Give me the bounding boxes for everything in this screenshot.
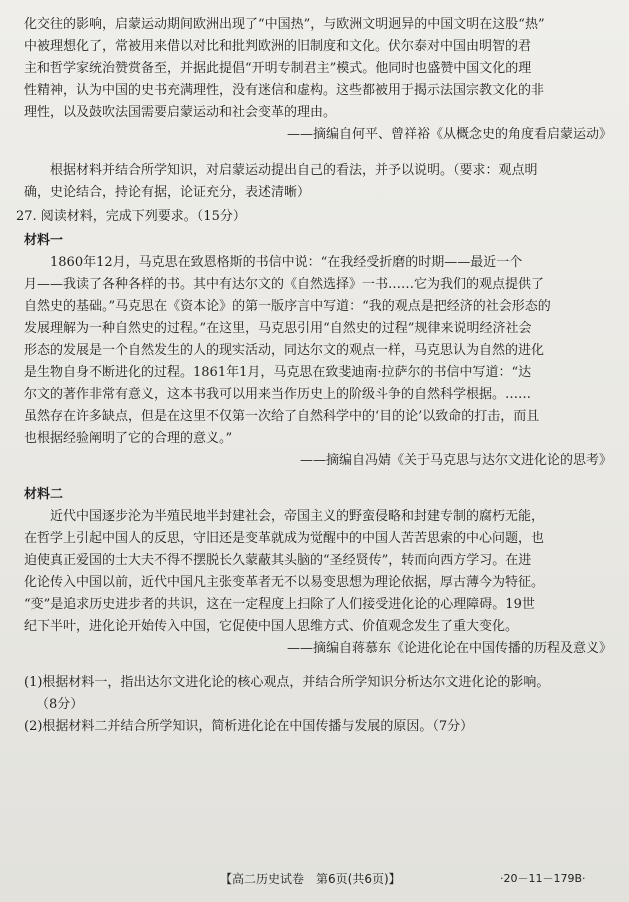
text-line: 自然史的基础。”马克思在《资本论》的第一版序言中写道：“我的观点是把经济的社会形态的 (24, 299, 551, 314)
source-citation: ——摘编自何平、曾祥裕《从概念史的角度看启蒙运动》 (286, 127, 612, 142)
text-line: 1860年12月，马克思在致恩格斯的书信中说：“在我经受折磨的时期——最近一个 (50, 255, 523, 270)
text-line: 也根据经验阐明了它的合理的意义。” (24, 431, 233, 446)
text-line: 在哲学上引起中国人的反思，守旧还是变革就成为觉醒中的中国人苦苦思索的中心问题，也 (24, 531, 545, 546)
text-line: 根据材料并结合所学知识，对启蒙运动提出自己的看法，并予以说明。（要求：观点明 (50, 163, 538, 178)
text-line: 形态的发展是一个自然发生的人的现实活动，同达尔文的观点一样，马克思认为自然的进化 (24, 343, 545, 358)
text-line: 理性，以及鼓吹法国需要启蒙运动和社会变革的理由。 (24, 105, 337, 120)
text-line: 确，史论结合，持论有据，论证充分，表述清晰） (24, 185, 311, 200)
sub-question-1: (1)根据材料一，指出达尔文进化论的核心观点，并结合所学知识分析达尔文进化论的影响。 (24, 675, 550, 690)
source-citation: ——摘编自蒋慕东《论进化论在中国传播的历程及意义》 (286, 641, 612, 656)
text-line: 中被理想化了，常被用来借以对比和批判欧洲的旧制度和文化。伏尔泰对中国由明智的君 (24, 39, 532, 54)
text-line: 尔文的著作非常有意义，这本书我可以用来当作历史上的阶级斗争的自然科学根据。…… (24, 387, 532, 402)
question-26-prompt (24, 160, 616, 204)
text-line: 化交往的影响，启蒙运动期间欧洲出现了“中国热”，与欧洲文明迥异的中国文明在这股“热” (24, 17, 545, 32)
question-27-header: 27. 阅读材料，完成下列要求。（15分） (16, 209, 246, 224)
text-line: 迫使真正爱国的士大夫不得不摆脱长久蒙蔽其头脑的“圣经贤传”，转而向西方学习。在进 (24, 553, 532, 568)
text-line: 发展理解为一种自然史的过程。”在这里，马克思引用“自然史的过程”规律来说明经济社会 (24, 321, 532, 336)
source-citation: ——摘编自冯婧《关于马克思与达尔文进化论的思考》 (299, 453, 612, 468)
text-line: 近代中国逐步沦为半殖民地半封建社会，帝国主义的野蛮侵略和封建专制的腐朽无能， (50, 509, 545, 524)
text-line: 是生物自身不断进化的过程。1861年1月，马克思在致斐迪南·拉萨尔的书信中写道：“达 (24, 365, 532, 380)
text-line: 主和哲学家统治赞赏备至，并据此提倡“开明专制君主”模式。他同时也盛赞中国文化的理 (24, 61, 532, 76)
material-2 (24, 484, 616, 660)
text-line: 纪下半叶，进化论开始传入中国，它促使中国人思维方式、价值观念发生了重大变化。 (24, 619, 519, 634)
footer-code: ·20－11－179B· (500, 872, 586, 885)
text-line: 虽然存在许多缺点，但是在这里不仅第一次给了自然科学中的‘目的论’以致命的打击，而且 (24, 409, 540, 424)
footer-title: 【高二历史试卷 第6页(共6页)】 (220, 872, 401, 886)
text-line: 月——我读了各种各样的书。其中有达尔文的《自然选择》一书……它为我们的观点提供了 (24, 277, 545, 292)
top-paragraph (24, 14, 616, 146)
material-title: 材料一 (24, 233, 64, 248)
text-line: “变”是追求历史进步者的共识，这在一定程度上扫除了人们接受进化论的心理障碍。19世 (24, 597, 535, 612)
material-1 (24, 230, 616, 472)
sub-questions (24, 672, 616, 738)
text-line: 化论传入中国以前，近代中国凡主张变革者无不以易变思想为理论依据，厚古薄今为特征。 (24, 575, 545, 590)
sub-question-2: (2)根据材料二并结合所学知识，简析进化论在中国传播与发展的原因。（7分） (24, 719, 474, 734)
material-title: 材料二 (24, 487, 64, 502)
text-line: 性精神，认为中国的史书充满理性，没有迷信和虚构。这些都被用于揭示法国宗教文化的非 (24, 83, 545, 98)
sub-question-1-score: （8分） (36, 697, 84, 712)
